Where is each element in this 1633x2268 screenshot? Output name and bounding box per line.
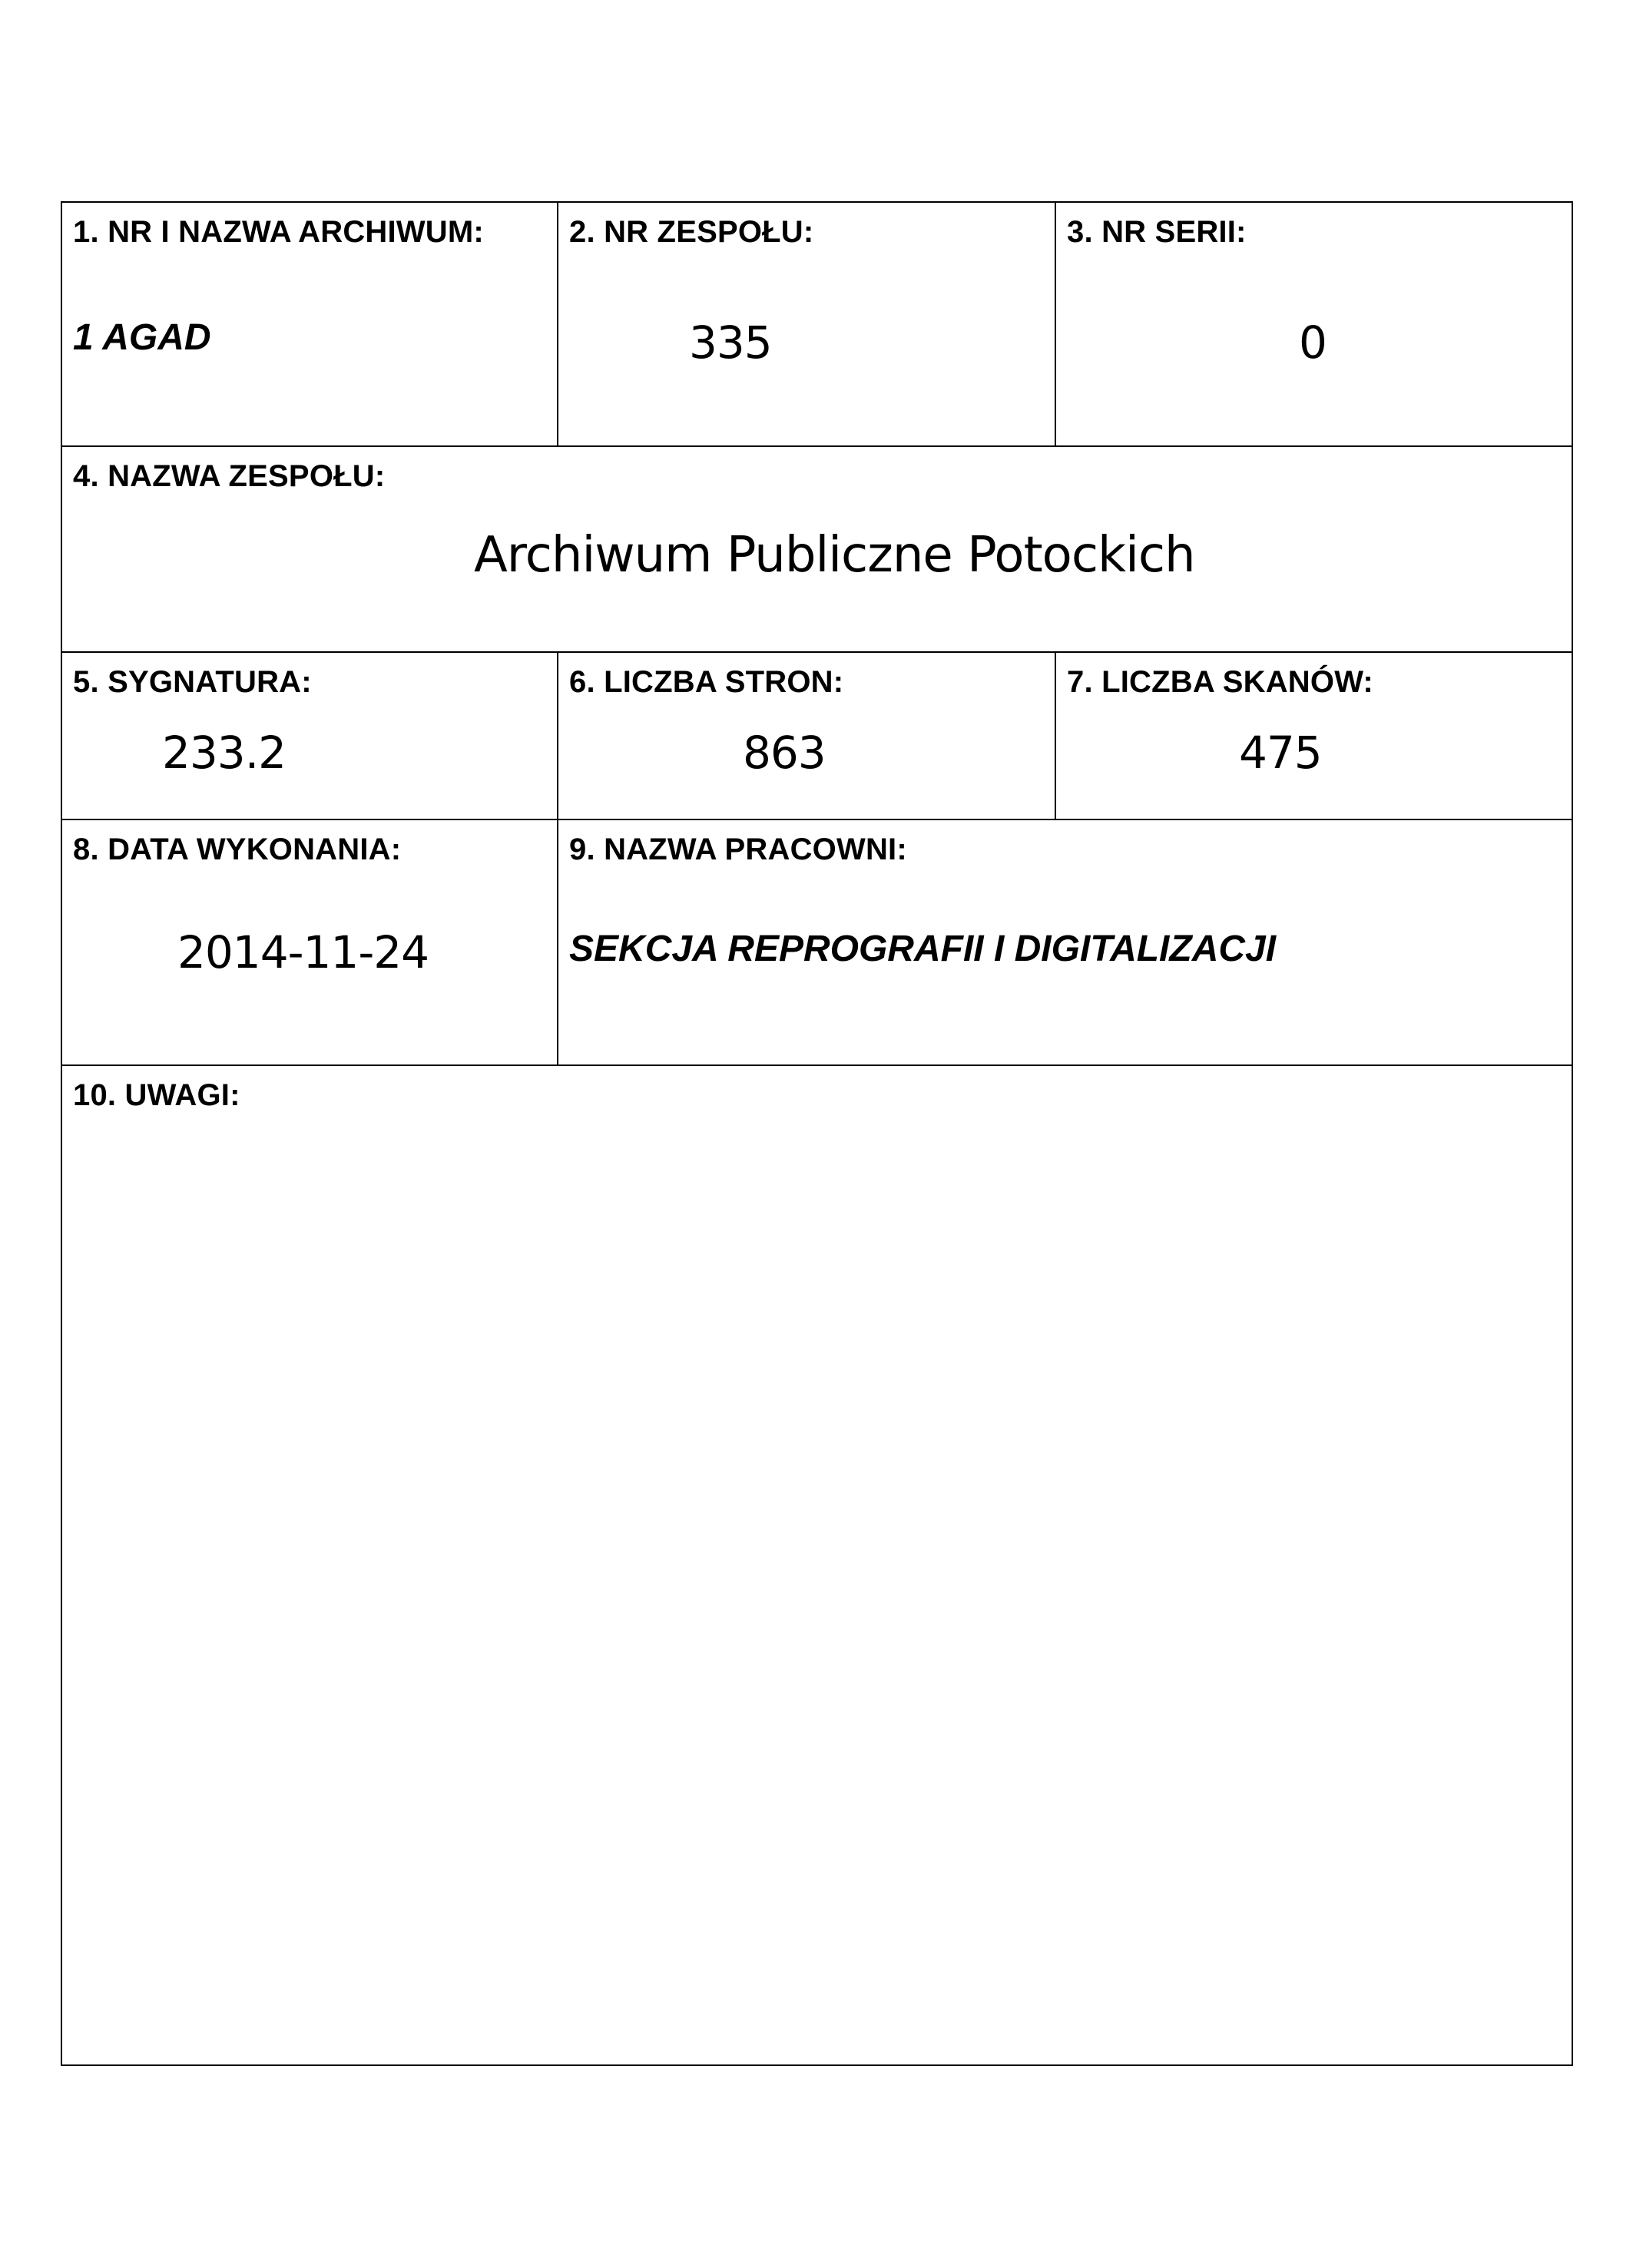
scan-count-label: 7. LICZBA SKANÓW: (1067, 665, 1373, 699)
workshop-value: SEKCJA REPROGRAFII I DIGITALIZACJI (569, 929, 1277, 969)
series-number-value: 0 (1299, 316, 1327, 369)
date-label: 8. DATA WYKONANIA: (73, 833, 402, 866)
archive-value: 1 AGAD (73, 317, 211, 358)
fonds-number-value: 335 (689, 316, 772, 369)
fonds-number-cell (557, 201, 1056, 447)
signature-cell (61, 651, 558, 820)
archive-cell (61, 201, 558, 447)
workshop-cell (557, 819, 1573, 1066)
series-number-cell (1055, 201, 1573, 447)
archive-label: 1. NR I NAZWA ARCHIWUM: (73, 215, 484, 249)
remarks-label: 10. UWAGI: (73, 1078, 240, 1112)
fonds-number-label: 2. NR ZESPOŁU: (569, 215, 814, 249)
date-cell (61, 819, 558, 1066)
signature-value: 233.2 (162, 727, 287, 779)
series-number-label: 3. NR SERII: (1067, 215, 1247, 249)
page-count-label: 6. LICZBA STRON: (569, 665, 844, 699)
signature-label: 5. SYGNATURA: (73, 665, 312, 699)
scan-count-value: 475 (1239, 727, 1322, 779)
fonds-name-label: 4. NAZWA ZESPOŁU: (73, 459, 386, 493)
page-count-value: 863 (743, 727, 826, 779)
page-count-cell (557, 651, 1056, 820)
remarks-cell (61, 1064, 1573, 2066)
date-value: 2014-11-24 (177, 926, 429, 978)
fonds-name-cell (61, 445, 1573, 653)
metrics-form (61, 202, 1573, 2067)
workshop-label: 9. NAZWA PRACOWNI: (569, 833, 907, 866)
fonds-name-value: Archiwum Publiczne Potockich (474, 527, 1195, 584)
scan-count-cell (1055, 651, 1573, 820)
